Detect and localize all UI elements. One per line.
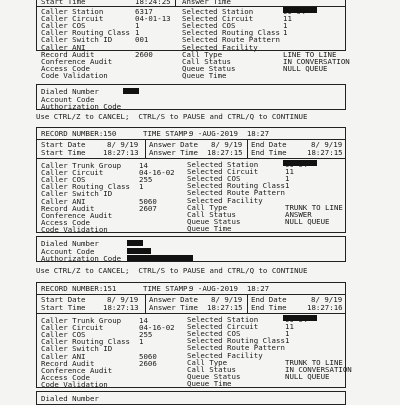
field-value: 1 bbox=[139, 337, 144, 347]
code-label: Dialed Number bbox=[41, 394, 99, 403]
answer-date-value: 8/ 9/19 bbox=[211, 140, 243, 149]
redaction-bar bbox=[127, 240, 143, 246]
field-label: Selected Route Pattern bbox=[187, 343, 285, 353]
field-value: 1 bbox=[285, 181, 290, 191]
record-number-label: RECORD NUMBER: bbox=[41, 129, 104, 138]
code-label: Authorization Code bbox=[41, 102, 122, 112]
field-label: Queue Time bbox=[187, 378, 232, 388]
field-label: Caller COS bbox=[41, 330, 86, 340]
field-label: Queue Status bbox=[187, 371, 241, 381]
field-label: Caller Trunk Group bbox=[41, 316, 122, 325]
field-value: 04-01-13 bbox=[135, 14, 171, 24]
field-value: 1 bbox=[285, 174, 290, 184]
end-date-value: 8/ 9/19 bbox=[311, 140, 343, 149]
field-label: Caller Routing Class bbox=[41, 28, 130, 38]
start-time-label: Start Time bbox=[41, 303, 86, 312]
field-label: Call Type bbox=[187, 357, 228, 367]
field-label: Conference Audit bbox=[41, 365, 113, 375]
field-label: Selected Station bbox=[187, 315, 259, 324]
field-label: Selected Route Pattern bbox=[187, 188, 285, 198]
start-time-value: 18:27:13 bbox=[103, 148, 139, 157]
start-time-label: Start Time bbox=[41, 0, 86, 6]
field-label: Caller COS bbox=[41, 21, 86, 31]
field-label: Selected Circuit bbox=[187, 322, 259, 332]
field-label: Caller Switch ID bbox=[41, 189, 113, 199]
end-time-value: 18:27:16 bbox=[307, 303, 343, 312]
field-label: Caller Routing Class bbox=[41, 182, 130, 192]
timestamp-label: TIME STAMP: bbox=[143, 284, 192, 293]
start-time-label: Start Time bbox=[41, 148, 86, 157]
field-value: 1 bbox=[135, 28, 140, 38]
start-time-value: 18:27:13 bbox=[103, 303, 139, 312]
redaction-bar bbox=[123, 88, 139, 94]
field-value: TRUNK TO LINE bbox=[285, 357, 343, 367]
redaction-bar bbox=[127, 248, 151, 254]
code-box-top bbox=[36, 84, 346, 110]
field-label: Code Validation bbox=[41, 224, 108, 234]
record-number-value: 151 bbox=[103, 284, 117, 293]
call-record-box-151 bbox=[36, 282, 352, 389]
field-value: 04-16-02 bbox=[139, 323, 175, 333]
field-value: 1 bbox=[283, 21, 288, 31]
start-date-value: 8/ 9/19 bbox=[107, 140, 139, 149]
field-value: 6317 bbox=[135, 7, 153, 16]
field-value: 1 bbox=[285, 336, 290, 346]
field-value: 5060 bbox=[139, 351, 157, 361]
field-value: 1 bbox=[285, 329, 290, 339]
field-value: IN CONVERSATION bbox=[285, 364, 352, 374]
field-label: Queue Status bbox=[182, 63, 236, 73]
field-value: 14 bbox=[139, 161, 148, 170]
field-label: Caller COS bbox=[41, 175, 86, 185]
field-label: Caller ANI bbox=[41, 42, 86, 52]
field-label: Conference Audit bbox=[41, 56, 113, 66]
start-date-label: Start Date bbox=[41, 295, 86, 304]
field-label: Selected Route Pattern bbox=[182, 35, 280, 45]
field-value: 2606 bbox=[139, 358, 157, 368]
field-value: 1 bbox=[283, 28, 288, 38]
timestamp-value: 9 -AUG-2019 18:27 bbox=[189, 284, 270, 293]
field-label: Call Status bbox=[187, 364, 236, 374]
field-label: Caller Circuit bbox=[41, 14, 104, 24]
field-label: Selected Circuit bbox=[182, 14, 254, 24]
field-label: Queue Time bbox=[187, 223, 232, 233]
field-value: 1 bbox=[135, 21, 140, 31]
field-value: 2600 bbox=[135, 49, 153, 59]
field-value: NULL QUEUE bbox=[285, 216, 330, 226]
field-label: Caller ANI bbox=[41, 351, 86, 361]
end-time-value: 18:27:15 bbox=[307, 148, 343, 157]
field-label: Caller Routing Class bbox=[41, 337, 130, 347]
field-value: NULL QUEUE bbox=[283, 63, 328, 73]
field-label: Selected COS bbox=[187, 329, 241, 339]
answer-time-label: Answer Time bbox=[149, 303, 198, 312]
field-value: 001 bbox=[135, 35, 149, 45]
code-label: Account Code bbox=[41, 246, 95, 256]
field-value: IN CONVERSATION bbox=[283, 56, 350, 66]
field-label: Caller Switch ID bbox=[41, 344, 113, 354]
field-value: LINE TO LINE bbox=[283, 49, 337, 59]
field-label: Selected COS bbox=[187, 174, 241, 184]
field-value: 14 bbox=[139, 316, 148, 325]
record-number-label: RECORD NUMBER: bbox=[41, 284, 104, 293]
field-label: Access Code bbox=[41, 63, 90, 73]
end-date-value: 8/ 9/19 bbox=[311, 295, 343, 304]
redaction-bar bbox=[127, 255, 193, 261]
timestamp-label: TIME STAMP: bbox=[143, 129, 192, 138]
field-label: Selected Routing Class bbox=[187, 181, 285, 191]
field-value: 11 bbox=[283, 14, 292, 24]
answer-time-value: 18:27:15 bbox=[207, 148, 243, 157]
answer-date-label: Answer Date bbox=[149, 295, 198, 304]
answer-date-label: Answer Date bbox=[149, 140, 198, 149]
answer-time-value: 18:27:15 bbox=[207, 303, 243, 312]
field-label: Selected Routing Class bbox=[187, 336, 285, 346]
field-label: Access Code bbox=[41, 372, 90, 382]
field-label: Caller Trunk Group bbox=[41, 161, 122, 170]
answer-time-label: Answer Time bbox=[182, 0, 231, 6]
field-label: Call Status bbox=[187, 209, 236, 219]
code-label: Dialed Number bbox=[41, 87, 99, 96]
redaction-bar bbox=[283, 315, 317, 321]
field-value: 255 bbox=[139, 175, 153, 185]
field-label: Queue Time bbox=[182, 70, 227, 80]
field-label: Caller Circuit bbox=[41, 323, 104, 333]
field-value: 04-16-02 bbox=[139, 168, 175, 178]
start-time-value: 18:24:25 bbox=[135, 0, 171, 6]
field-label: Selected Facility bbox=[187, 195, 263, 205]
field-label: Selected Facility bbox=[187, 350, 263, 360]
code-box-150 bbox=[36, 236, 346, 262]
end-date-label: End Date bbox=[251, 295, 287, 304]
record-number-value: 150 bbox=[103, 129, 117, 138]
field-label: Conference Audit bbox=[41, 210, 113, 220]
field-label: Selected COS bbox=[182, 21, 236, 31]
field-value: 11 bbox=[285, 322, 294, 332]
field-value: 255 bbox=[139, 330, 153, 340]
field-label: Record Audit bbox=[41, 49, 95, 59]
end-date-label: End Date bbox=[251, 140, 287, 149]
field-label: Record Audit bbox=[41, 203, 95, 213]
field-label: Code Validation bbox=[41, 379, 108, 389]
field-label: Caller ANI bbox=[41, 196, 86, 206]
field-value: 5060 bbox=[139, 196, 157, 206]
code-box-151 bbox=[36, 391, 346, 405]
field-label: Access Code bbox=[41, 217, 90, 227]
field-value: TRUNK TO LINE bbox=[285, 202, 343, 212]
field-label: Caller Switch ID bbox=[41, 35, 113, 45]
field-label: Selected Routing Class bbox=[182, 28, 280, 38]
field-label: Selected Station bbox=[182, 7, 254, 16]
call-record-box-top bbox=[36, 0, 350, 80]
timestamp-value: 9 -AUG-2019 18:27 bbox=[189, 129, 270, 138]
field-label: Call Status bbox=[182, 56, 231, 66]
field-label: Selected Facility bbox=[182, 42, 258, 52]
answer-time-label: Answer Time bbox=[149, 148, 198, 157]
code-label: Dialed Number bbox=[41, 239, 99, 248]
field-label: Selected Station bbox=[187, 160, 259, 169]
end-time-label: End Time bbox=[251, 303, 287, 312]
field-label: Queue Status bbox=[187, 216, 241, 226]
field-value: 11 bbox=[285, 167, 294, 177]
field-label: Call Type bbox=[182, 49, 223, 59]
field-label: Caller Circuit bbox=[41, 168, 104, 178]
field-value: 1 bbox=[139, 182, 144, 192]
field-value: 2607 bbox=[139, 203, 157, 213]
start-date-label: Start Date bbox=[41, 140, 86, 149]
field-label: Code Validation bbox=[41, 70, 108, 80]
redaction-bar bbox=[283, 160, 317, 166]
field-value: ANSWER bbox=[285, 209, 312, 219]
field-label: Record Audit bbox=[41, 358, 95, 368]
code-label: Authorization Code bbox=[41, 254, 122, 264]
field-label: Caller Station bbox=[41, 7, 104, 16]
call-record-box-150 bbox=[36, 127, 346, 233]
answer-date-value: 8/ 9/19 bbox=[211, 295, 243, 304]
redaction-bar bbox=[283, 7, 317, 13]
end-time-label: End Time bbox=[251, 148, 287, 157]
instruction-line-1: Use CTRL/Z to CANCEL; CTRL/S to PAUSE and CTRL/Q to CONTINUE bbox=[36, 112, 308, 121]
start-date-value: 8/ 9/19 bbox=[107, 295, 139, 304]
instruction-line-2: Use CTRL/Z to CANCEL; CTRL/S to PAUSE and CTRL/Q to CONTINUE bbox=[36, 266, 308, 275]
field-label: Selected Circuit bbox=[187, 167, 259, 177]
field-value: NULL QUEUE bbox=[285, 371, 330, 381]
field-label: Call Type bbox=[187, 202, 228, 212]
code-label: Account Code bbox=[41, 94, 95, 104]
